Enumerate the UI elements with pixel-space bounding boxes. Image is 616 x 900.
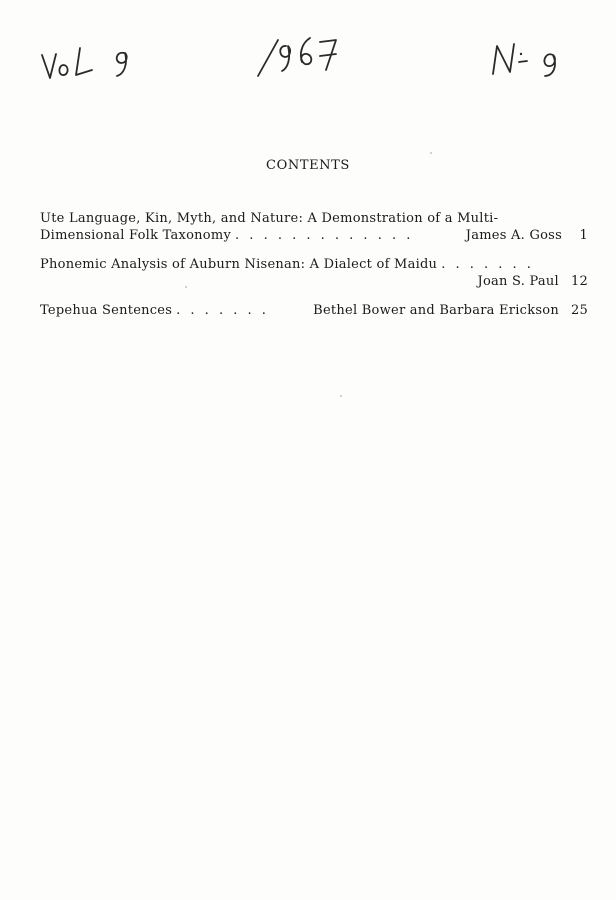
toc-entry-title-continued: Dimensional Folk Taxonomy — [40, 228, 232, 243]
toc-entry — [40, 256, 588, 290]
toc-entry-title-line — [40, 256, 588, 273]
toc-entry-title: Ute Language, Kin, Myth, and Nature: A Demonstration of a Multi- — [40, 211, 499, 226]
toc-entry-title-line — [40, 210, 588, 227]
toc-entry-title: Phonemic Analysis of Auburn Nisenan: A Dialect of Maidu — [40, 257, 438, 272]
toc-entry-title-line — [40, 302, 588, 319]
toc-entry-page: 12 — [570, 274, 588, 289]
toc-entry-author: James A. Goss — [465, 228, 562, 243]
toc-entry-page: 25 — [570, 303, 588, 318]
toc-entry-page: 1 — [579, 228, 588, 243]
scan-speck — [430, 152, 432, 154]
scan-speck — [185, 286, 187, 288]
handwritten-number — [0, 20, 616, 80]
dot-leader: . . . . . . . — [176, 303, 269, 318]
toc-entry-author-line — [40, 273, 588, 290]
toc-entry-author: Bethel Bower and Barbara Erickson — [313, 303, 559, 318]
dot-leader: . . . . . . . . . . . . . — [235, 228, 414, 243]
toc-entry — [40, 302, 588, 319]
table-of-contents — [40, 210, 588, 331]
toc-entry — [40, 210, 588, 244]
contents-heading: CONTENTS — [266, 158, 350, 173]
toc-entry-title-line — [40, 227, 588, 244]
scan-speck — [340, 395, 342, 397]
toc-entry-title: Tepehua Sentences — [40, 303, 173, 318]
toc-entry-author: Joan S. Paul — [477, 274, 559, 289]
dot-leader: . . . . . . . — [441, 257, 534, 272]
handwritten-annotations — [0, 20, 616, 80]
